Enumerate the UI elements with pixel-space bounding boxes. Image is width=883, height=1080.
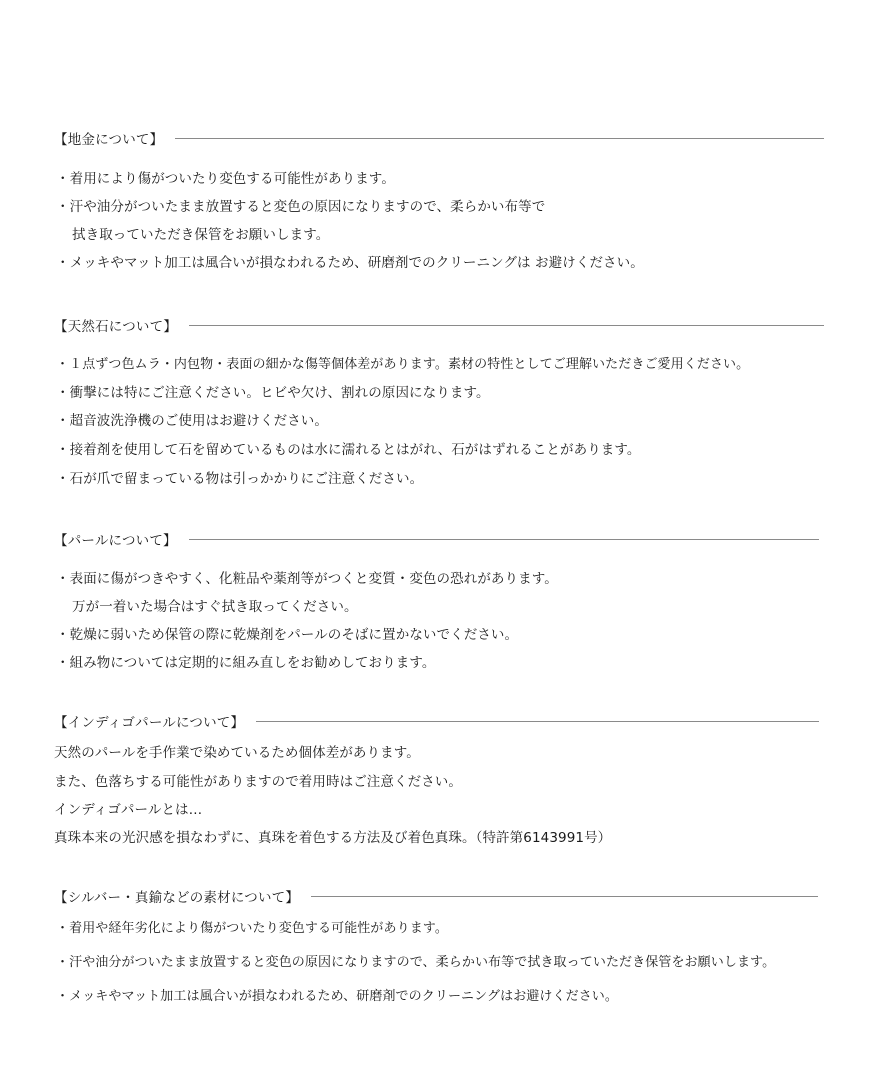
paragraph-line: 天然のパールを手作業で染めているため個体差があります。 — [54, 745, 420, 761]
section-heading-indigo — [54, 711, 819, 731]
section-heading-stone — [54, 315, 824, 335]
list-item: ・表面に傷がつきやすく、化粧品や薬剤等がつくと変質・変色の恐れがあります。 — [56, 571, 558, 587]
list-item: ・メッキやマット加工は風合いが損なわれるため、研磨剤でのクリーニングは お避けください。 — [56, 255, 644, 271]
section-title-pearl: 【パールについて】 — [54, 533, 177, 549]
section-title-stone: 【天然石について】 — [54, 319, 178, 335]
list-item: ・接着剤を使用して石を留めているものは水に濡れるとはがれ、石がはずれることがあります。 — [56, 442, 641, 458]
section-title-silver: 【シルバー・真鍮などの素材について】 — [54, 890, 300, 906]
list-item: ・汗や油分がついたまま放置すると変色の原因になりますので、柔らかい布等で — [56, 199, 546, 215]
section-title-indigo: 【インディゴパールについて】 — [54, 715, 245, 731]
section-divider — [189, 539, 819, 540]
list-item-continuation: 拭き取っていただき保管をお願いします。 — [72, 227, 330, 243]
section-divider — [175, 138, 824, 139]
list-item: ・衝撃には特にご注意ください。ヒビや欠け、割れの原因になります。 — [56, 385, 490, 401]
section-heading-metal — [54, 128, 824, 148]
list-item-continuation: 万が一着いた場合はすぐ拭き取ってください。 — [72, 599, 358, 615]
list-item: ・着用により傷がついたり変色する可能性があります。 — [56, 171, 395, 187]
paragraph-line: また、色落ちする可能性がありますので着用時はご注意ください。 — [54, 774, 462, 790]
list-item: ・乾燥に弱いため保管の際に乾燥剤をパールのそばに置かないでください。 — [56, 627, 519, 643]
section-divider — [256, 721, 819, 722]
section-heading-silver — [54, 886, 818, 906]
list-item: ・超音波洗浄機のご使用はお避けください。 — [56, 413, 328, 429]
list-item: ・汗や油分がついたまま放置すると変色の原因になりますので、柔らかい布等で拭き取っていただき保管をお願いします。 — [56, 955, 776, 970]
list-item: ・組み物については定期的に組み直しをお勧めしております。 — [56, 655, 436, 671]
section-title-metal: 【地金について】 — [54, 132, 164, 148]
list-item: ・石が爪で留まっている物は引っかかりにご注意ください。 — [56, 471, 424, 487]
list-item: ・着用や経年劣化により傷がついたり変色する可能性があります。 — [56, 921, 448, 936]
paragraph-line: 真珠本来の光沢感を損なわずに、真珠を着色する方法及び着色真珠。（特許第6143991号） — [54, 830, 612, 846]
section-divider — [189, 325, 824, 326]
list-item: ・１点ずつ色ムラ・内包物・表面の細かな傷等個体差があります。素材の特性としてご理解いただきご愛用ください。 — [56, 357, 750, 372]
paragraph-line: インディゴパールとは… — [54, 802, 203, 818]
list-item: ・メッキやマット加工は風合いが損なわれるため、研磨剤でのクリーニングはお避けください。 — [56, 989, 619, 1004]
section-heading-pearl — [54, 529, 819, 549]
section-divider — [311, 896, 818, 897]
